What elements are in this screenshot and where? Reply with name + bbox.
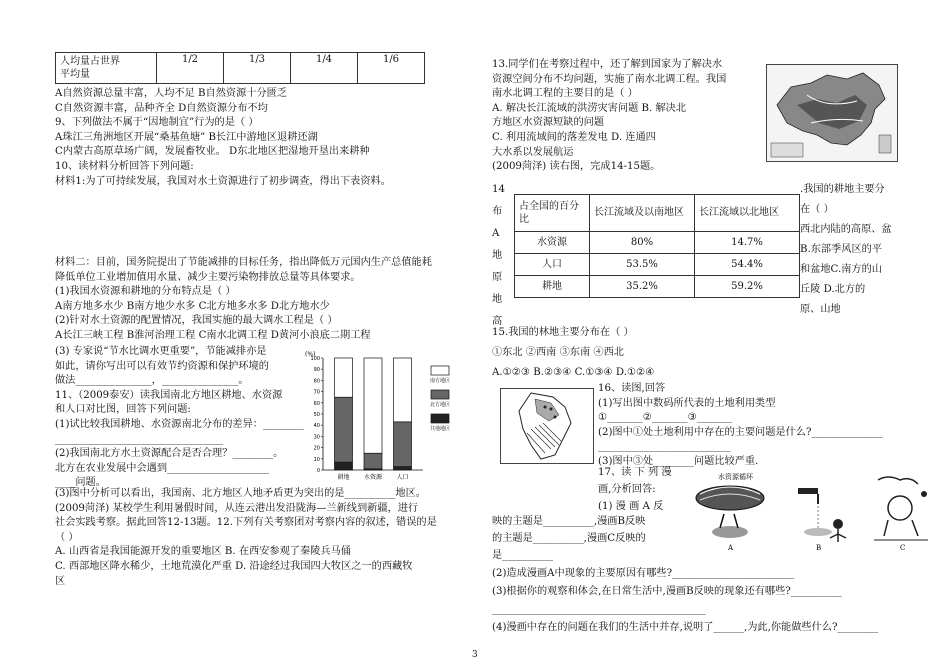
text-line: 高 (492, 316, 503, 327)
text-line: 地 (492, 250, 503, 261)
text-line: (2)造成漫画A中现象的主要原因有哪些?________________________ (492, 568, 795, 579)
question-13 (492, 58, 726, 175)
question-12: 社会实践考察。据此回答12-13题。12.下列有关考察团对考察内容的叙述，错误的是 (55, 517, 437, 529)
y-axis-label: (%) (305, 351, 316, 358)
bar-segment (394, 422, 412, 467)
question-16 (598, 382, 883, 470)
left-block-2 (55, 256, 432, 344)
text-line: A. 山西省是我国能源开发的重要地区 B. 在西安参观了秦陵兵马俑 (55, 546, 351, 558)
text-line: 大水系以发展航运 (492, 146, 574, 158)
left-block-4 (55, 487, 437, 589)
text-line: 如此，请你写出可以有效节约资源和保护环境的 (55, 360, 269, 372)
text-line: 方地区水资源短缺的问题 (492, 117, 605, 129)
text-line: C内蒙古高原草场广阔，发展畜牧业。 D东北地区把湿地开垦出来耕种 (55, 146, 370, 158)
table-1-cell: 1/2 (157, 53, 224, 84)
y-tick-label: 40 (313, 423, 320, 430)
text-line: 在（ ） (800, 204, 834, 215)
text-line: (1)试比较我国耕地、水资源南北分布的差异：________ (55, 418, 304, 430)
text-line: 材料二：目前，国务院提出了节能减排的目标任务，指出降低万元国内生产总值能耗 (55, 257, 432, 268)
text-line: 降低单位工业增加值用水量、减少主要污染物排放总量等具体要求。 (55, 271, 361, 283)
legend-swatch (431, 390, 449, 399)
china-map-image (766, 64, 898, 162)
cartoon-a-icon (696, 472, 764, 552)
left-block-1 (55, 87, 391, 189)
table-1-row-label: 人均量占世界 平均量 (56, 53, 157, 84)
text-line: B.东部季风区的平 (800, 244, 883, 255)
y-tick-label: 10 (313, 456, 320, 463)
cartoon-a-label: A (728, 544, 734, 552)
text-line: 地 (492, 294, 503, 305)
y-tick-label: 60 (313, 400, 320, 407)
text-line: A珠江三角洲地区开展“桑基鱼塘” B长江中游地区退耕还湖 (55, 131, 318, 143)
question-11: 11、（2009泰安）读我国南北方地区耕地、水资源 (55, 389, 283, 401)
table-2-cell: 54.4% (695, 254, 800, 276)
table-1-cell: 1/3 (224, 53, 291, 84)
left-block-3 (55, 345, 304, 491)
question-10: 10、读材料分析回答下列问题: (55, 160, 194, 172)
table-2 (514, 194, 800, 298)
text-line: 原 (492, 272, 503, 283)
text-line: 材料1:为了可持续发展，我国对水土资源进行了初步调查，得出下表资料。 (55, 175, 391, 187)
question-17-sub (492, 567, 878, 639)
y-tick-label: 70 (313, 389, 320, 396)
text-line: ____问题。 (55, 477, 106, 489)
text-line: C. 西部地区降水稀少，土地荒漠化严重 D. 沿途经过我国四大牧区之一的西藏牧 (55, 560, 413, 572)
text-line: (4)漫画中存在的问题在我们的生活中并存,说明了______,为此,你能做些什么?________ (492, 622, 879, 633)
text-line: 丘陵 D.北方的 (800, 284, 866, 295)
legend-swatch (431, 414, 449, 423)
x-tick-label: 人口 (396, 474, 409, 481)
text-line: (1)我国水资源和耕地的分布特点是（ ） (55, 286, 236, 298)
text-line: (3)根据你的观察和体会,在日常生活中,漫画B反映的现象还有哪些?__________ (492, 586, 842, 597)
text-line: ①东北 ②西南 ③东南 ④西北 (492, 347, 624, 358)
text-line: (2009菏泽) 某校学生利用暑假时间，从连云港出发沿陇海—兰新线到新疆，进行 (55, 502, 419, 514)
question-17-cont (492, 515, 646, 566)
text-line: A长江三峡工程 B淮河治理工程 C南水北调工程 D黄河小浪底二期工程 (55, 329, 371, 341)
question-15 (492, 326, 654, 386)
legend-label: 南方地区 (429, 378, 451, 384)
bar-segment (364, 358, 382, 453)
text-line: (3)图中③处________问题比较严重. (598, 455, 759, 467)
question-14-left (492, 183, 505, 337)
text-line: (3)图中分析可以看出，我国南、北方地区人地矛盾更为突出的是__________地区。 (55, 488, 426, 499)
text-line: (2)图中①处土地利用中存在的主要问题是什么?______________ (598, 426, 883, 438)
question-9: 9、下列做法不属于“因地制宜”行为的是（ ） (55, 117, 259, 129)
text-line: 做法_______________，_______________。 (55, 375, 249, 387)
legend-swatch (431, 366, 449, 375)
text-line: ①_______②_______③_______ (598, 412, 733, 424)
text-line: A. 解决长江流域的洪涝灾害问题 B. 解决北 (492, 102, 687, 114)
table-2-cell: 耕地 (515, 276, 590, 298)
y-tick-label: 80 (313, 378, 320, 385)
table-1 (55, 52, 425, 84)
table-2-cell: 水资源 (515, 232, 590, 254)
cartoon-c-label: C (900, 544, 906, 552)
text-line: 原、山地 (800, 304, 841, 315)
y-tick-label: 30 (313, 434, 320, 441)
land-use-map-image (500, 388, 594, 464)
cartoon-images (688, 470, 934, 556)
page-number: 3 (472, 650, 478, 660)
text-line: A (492, 228, 500, 239)
text-line: 的主题是__________,漫画C反映的 (492, 533, 646, 544)
text-line: .我国的耕地主要分 (800, 184, 885, 195)
text-line: A.①②③ B.②③④ C.①③④ D.①②④ (492, 367, 655, 378)
text-line: 布 (492, 206, 503, 217)
legend-label: 北方地区 (429, 402, 451, 408)
text-line: 映的主题是__________,漫画B反映 (492, 516, 646, 527)
y-tick-label: 50 (313, 412, 320, 418)
cartoon-b-icon (798, 488, 846, 552)
bar-segment (394, 358, 412, 422)
y-tick-label: 90 (313, 367, 320, 374)
text-line: C自然资源丰富，品种齐全 D自然资源分布不均 (55, 102, 268, 114)
text-line: 西北内陆的高原、盆 (800, 224, 892, 235)
text-line: A南方地多水少 B南方地少水多 C北方地多水多 D北方地水少 (55, 300, 330, 312)
bar-segment (394, 467, 412, 470)
text-line: 南水北调工程的主要目的是（ ） (492, 88, 638, 100)
text-line: 和人口对比图，回答下列问题: (55, 404, 191, 416)
text-line: 区 (55, 575, 66, 587)
table-2-cell: 人口 (515, 254, 590, 276)
question-17 (598, 466, 672, 517)
text-line: __________________________ (598, 441, 731, 453)
cartoon-b-label: B (816, 544, 822, 552)
text-line: (2009菏泽) 读右图，完成14-15题。 (492, 161, 661, 173)
text-line: C. 利用流域间的落差发电 D. 连通四 (492, 131, 656, 143)
stacked-bar-chart (303, 348, 460, 488)
text-line: 画,分析回答: (598, 484, 656, 495)
table-2-header: 长江流域以北地区 (695, 195, 800, 232)
text-line: _________________________________ (55, 433, 224, 445)
table-2-cell: 14.7% (695, 232, 800, 254)
table-2-cell: 53.5% (590, 254, 695, 276)
table-2-header: 长江流域及以南地区 (590, 195, 695, 232)
text-line: 14 (492, 184, 505, 195)
cartoon-c-icon (874, 477, 928, 552)
text-line: 13.同学们在考察过程中，还了解到国家为了解决水 (492, 59, 723, 70)
bar-segment (335, 462, 353, 470)
text-line: A自然资源总量丰富，人均不足 B自然资源十分匮乏 (55, 88, 288, 99)
text-line: (2)针对水土资源的配置情况，我国实施的最大调水工程是（ ） (55, 315, 338, 327)
x-tick-label: 耕地 (337, 474, 350, 481)
text-line: __________________________________________ (492, 604, 706, 615)
x-tick-label: 水资源 (363, 474, 383, 481)
text-line: (1) 漫 画 A 反 (598, 501, 664, 512)
text-line: 是__________ (492, 550, 554, 561)
y-tick-label: 0 (316, 468, 320, 474)
table-1-cell: 1/6 (358, 53, 425, 84)
text-line: 北方在农业发展中会遇到____________________ (55, 462, 269, 474)
text-line: 15.我国的林地主要分布在（ ） (492, 327, 634, 338)
text-line: （ ） (55, 531, 79, 543)
y-tick-label: 20 (313, 445, 320, 452)
cartoon-a-caption: 水资源循环 (718, 473, 753, 481)
y-tick-label: 100 (310, 356, 320, 362)
bar-segment (364, 453, 382, 469)
table-1-cell: 1/4 (291, 53, 358, 84)
bar-segment (335, 358, 353, 397)
text-line: 资源空间分布不均问题，实施了南水北调工程。我国 (492, 73, 727, 85)
table-2-cell: 59.2% (695, 276, 800, 298)
text-line: (1)写出图中数码所代表的土地利用类型 (598, 397, 776, 409)
text-line: 16、读图,回答 (598, 383, 666, 394)
table-2-cell: 35.2% (590, 276, 695, 298)
text-line: (2)我国南北方水土资源配合是否合理？________。 (55, 448, 284, 460)
bar-segment (335, 397, 353, 462)
legend-label: 共他地区 (429, 426, 451, 432)
text-line: (3) 专家说“节水比调水更重要”，节能减排亦是 (55, 346, 267, 357)
table-2-header: 占全国的百分比 (515, 195, 590, 232)
text-line: 和盆地C.南方的山 (800, 264, 882, 275)
text-line: 17、读 下 列 漫 (598, 467, 672, 478)
table-2-cell: 80% (590, 232, 695, 254)
question-14-right (800, 183, 892, 323)
